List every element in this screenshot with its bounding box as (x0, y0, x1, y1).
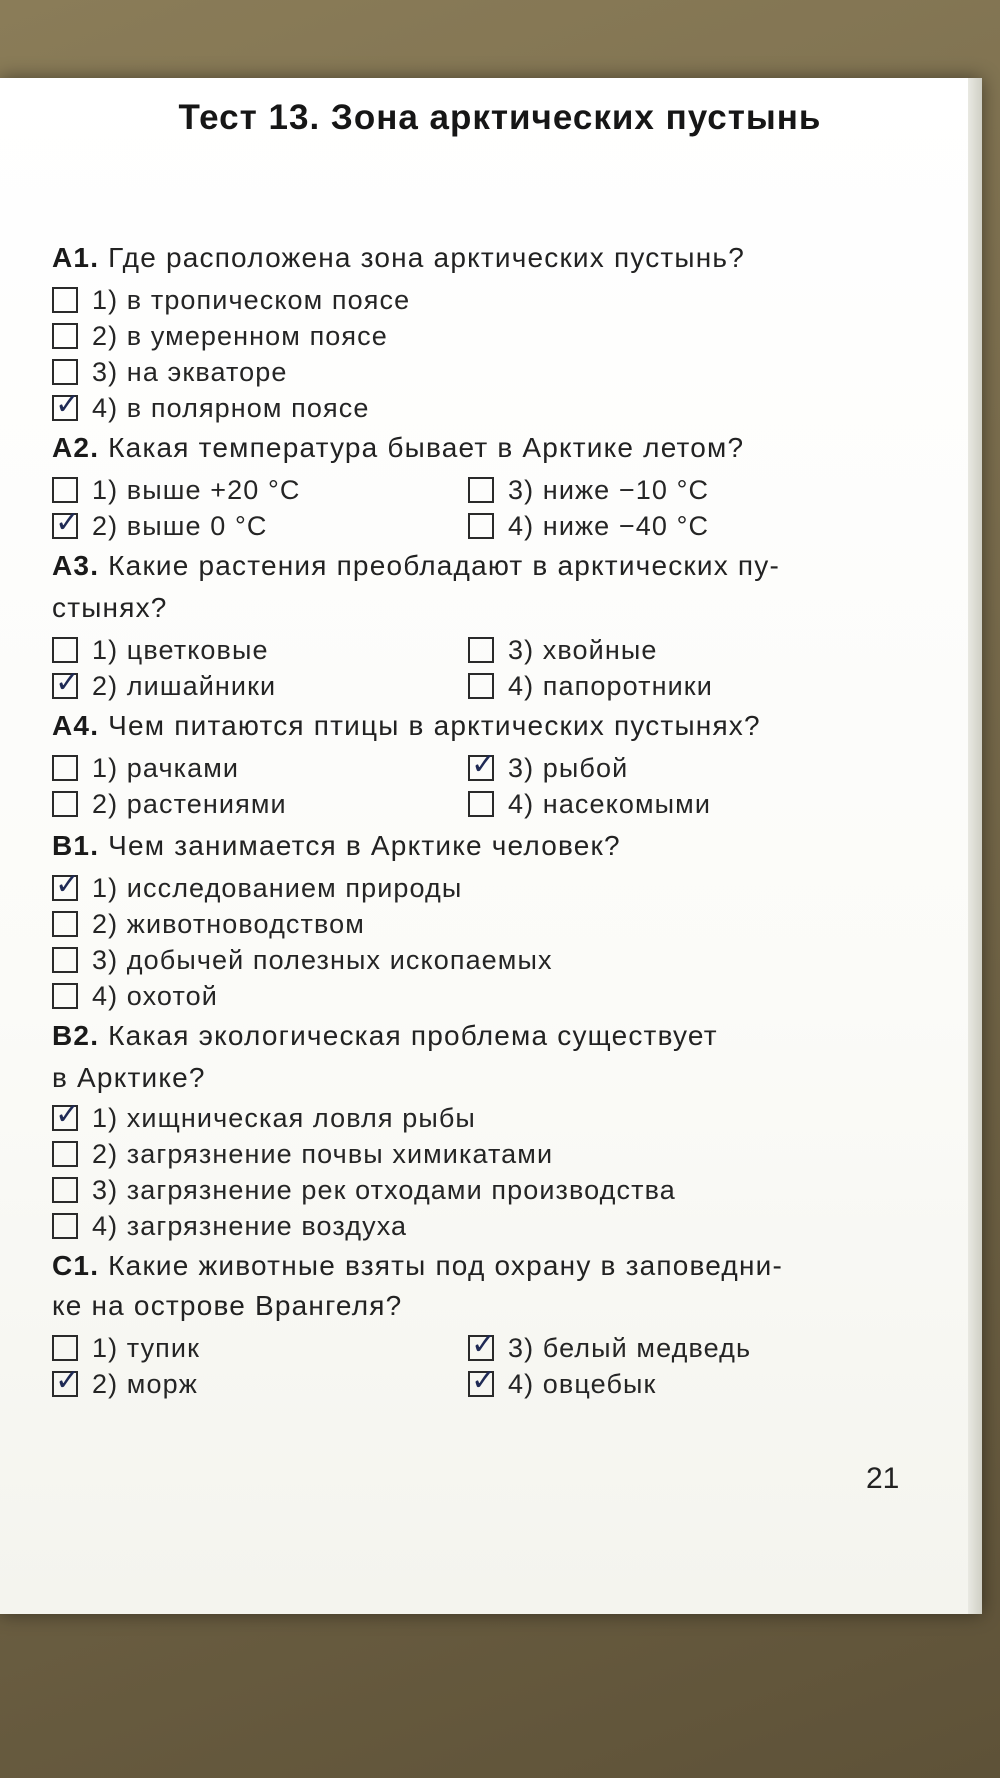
answer-checkbox[interactable] (52, 791, 78, 817)
answer-label: 2) животноводством (92, 909, 365, 939)
answer-checkbox[interactable] (52, 1141, 78, 1167)
answer-checkbox[interactable] (468, 673, 494, 699)
answer-checkbox[interactable] (52, 911, 78, 937)
question-в2 (52, 1016, 932, 1056)
question-text: Чем занимается в Арктике человек? (108, 830, 621, 861)
answer-checkbox[interactable] (52, 1335, 78, 1361)
answer-checkbox[interactable] (468, 791, 494, 817)
question-code: А1. (52, 242, 100, 273)
answer-option[interactable] (468, 632, 657, 668)
answer-option[interactable] (52, 354, 288, 390)
answer-label: 4) в полярном поясе (92, 393, 370, 423)
question-text: Какая экологическая проблема существует (108, 1020, 718, 1051)
answer-option[interactable] (52, 282, 410, 318)
answer-option[interactable] (52, 978, 218, 1014)
page-title: Тест 13. Зона арктических пустынь (178, 98, 822, 137)
question-text: Чем питаются птицы в арктических пустынях? (108, 710, 761, 741)
question-text: Какие растения преобладают в арктических пу- (108, 550, 780, 581)
question-code: А2. (52, 432, 100, 463)
question-text-continued: ке на острове Врангеля? (52, 1290, 403, 1321)
question-text: Где расположена зона арктических пустынь? (108, 242, 745, 273)
answer-checkbox[interactable] (468, 477, 494, 503)
answer-checkbox[interactable] (52, 983, 78, 1009)
question-а3 (52, 546, 932, 586)
answer-checkbox[interactable] (52, 287, 78, 313)
answer-checkbox[interactable] (52, 867, 82, 902)
question-code: В2. (52, 1020, 100, 1051)
question-с1 (52, 1246, 932, 1286)
answer-label: 4) охотой (92, 981, 218, 1011)
check-mark-icon: ✓ (55, 867, 82, 902)
answer-checkbox[interactable] (52, 637, 78, 663)
answer-option[interactable] (52, 1097, 476, 1136)
page-number: 21 (866, 1462, 900, 1495)
answer-option[interactable] (468, 747, 629, 786)
answer-label: 2) морж (92, 1369, 198, 1399)
answer-label: 3) белый медведь (508, 1333, 752, 1363)
check-mark-icon: ✓ (471, 1363, 498, 1398)
answer-label: 1) цветковые (92, 635, 269, 665)
answer-option[interactable] (52, 1208, 407, 1244)
answer-checkbox[interactable] (52, 505, 82, 540)
answer-label: 3) загрязнение рек отходами производства (92, 1175, 676, 1205)
answer-option[interactable] (52, 632, 269, 668)
answer-option[interactable] (52, 472, 300, 508)
question-text: Какие животные взяты под охрану в заповедни- (108, 1250, 784, 1281)
check-mark-icon: ✓ (55, 505, 82, 540)
answer-checkbox[interactable] (468, 637, 494, 663)
answer-label: 2) загрязнение почвы химикатами (92, 1139, 554, 1169)
answer-checkbox[interactable] (52, 947, 78, 973)
question-а4 (52, 706, 932, 746)
answer-checkbox[interactable] (468, 747, 498, 782)
answer-option[interactable] (52, 1136, 553, 1172)
answer-label: 1) хищническая ловля рыбы (92, 1103, 476, 1133)
answer-label: 4) овцебык (508, 1369, 657, 1399)
answer-option[interactable] (52, 786, 287, 822)
question-в1 (52, 826, 932, 866)
answer-label: 4) папоротники (508, 671, 713, 701)
answer-option[interactable] (52, 1330, 200, 1366)
answer-label: 2) в умеренном поясе (92, 321, 388, 351)
answer-option[interactable] (468, 508, 709, 544)
answer-checkbox[interactable] (468, 1363, 498, 1398)
answer-option[interactable] (52, 942, 553, 978)
answer-option[interactable] (52, 665, 277, 704)
answer-option[interactable] (52, 906, 365, 942)
answer-checkbox[interactable] (52, 1363, 82, 1398)
answer-label: 1) тупик (92, 1333, 200, 1363)
answer-label: 1) исследованием природы (92, 873, 463, 903)
answer-checkbox[interactable] (52, 477, 78, 503)
answer-option[interactable] (52, 387, 370, 426)
answer-label: 3) на экваторе (92, 357, 288, 387)
answer-label: 2) растениями (92, 789, 287, 819)
answer-label: 3) добычей полезных ископаемых (92, 945, 553, 975)
answer-label: 3) ниже −10 °С (508, 475, 710, 505)
answer-label: 2) выше 0 °С (92, 511, 268, 541)
answer-option[interactable] (52, 318, 388, 354)
answer-option[interactable] (52, 750, 239, 786)
answer-option[interactable] (52, 1363, 198, 1402)
question-code: А3. (52, 550, 100, 581)
answer-label: 1) рачками (92, 753, 240, 783)
answer-option[interactable] (468, 668, 713, 704)
answer-checkbox[interactable] (52, 387, 82, 422)
answer-label: 1) выше +20 °С (92, 475, 301, 505)
answer-checkbox[interactable] (52, 323, 78, 349)
answer-checkbox[interactable] (52, 665, 82, 700)
answer-option[interactable] (52, 1172, 676, 1208)
question-text: Какая температура бывает в Арктике летом? (108, 432, 745, 463)
answer-label: 1) в тропическом поясе (92, 285, 411, 315)
answer-checkbox[interactable] (468, 513, 494, 539)
answer-checkbox[interactable] (52, 755, 78, 781)
check-mark-icon: ✓ (55, 387, 82, 422)
answer-checkbox[interactable] (52, 1213, 78, 1239)
check-mark-icon: ✓ (471, 747, 498, 782)
answer-label: 4) ниже −40 °С (508, 511, 710, 541)
answer-checkbox[interactable] (468, 1327, 498, 1362)
answer-option[interactable] (468, 1327, 752, 1366)
question-text-continued: в Арктике? (52, 1062, 206, 1093)
question-code: А4. (52, 710, 100, 741)
answer-label: 2) лишайники (92, 671, 277, 701)
answer-checkbox[interactable] (52, 1097, 82, 1132)
question-а2 (52, 428, 932, 468)
question-а1 (52, 238, 932, 278)
check-mark-icon: ✓ (55, 665, 82, 700)
page-edge (968, 78, 982, 1614)
answer-option[interactable] (468, 786, 711, 822)
answer-checkbox[interactable] (52, 1177, 78, 1203)
check-mark-icon: ✓ (55, 1363, 82, 1398)
answer-label: 4) загрязнение воздуха (92, 1211, 408, 1241)
answer-label: 3) рыбой (508, 753, 629, 783)
question-code: С1. (52, 1250, 100, 1281)
question-text-continued: стынях? (52, 592, 168, 623)
answer-option[interactable] (52, 867, 463, 906)
answer-option[interactable] (468, 472, 709, 508)
answer-label: 3) хвойные (508, 635, 658, 665)
question-code: В1. (52, 830, 100, 861)
answer-option[interactable] (468, 1363, 657, 1402)
check-mark-icon: ✓ (471, 1327, 498, 1362)
answer-checkbox[interactable] (52, 359, 78, 385)
answer-label: 4) насекомыми (508, 789, 711, 819)
answer-option[interactable] (52, 505, 268, 544)
check-mark-icon: ✓ (55, 1097, 82, 1132)
